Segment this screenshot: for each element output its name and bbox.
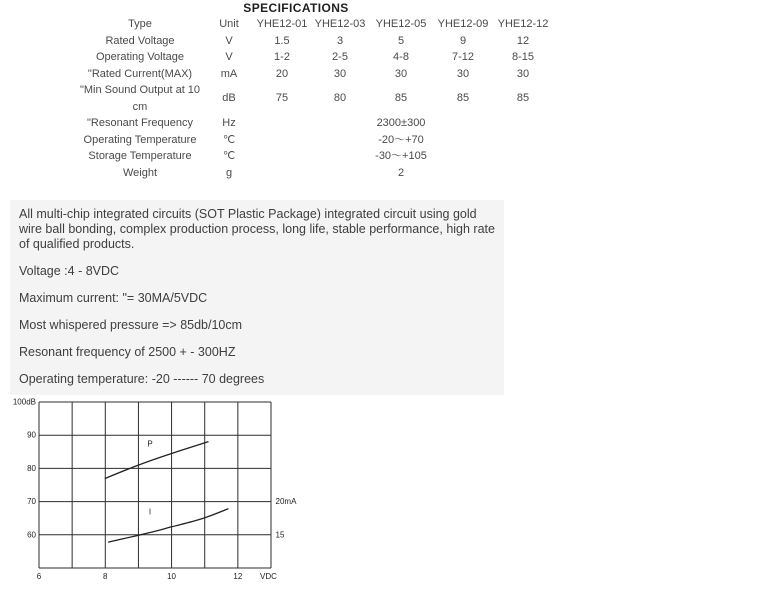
spec-col-header: YHE12-01 — [256, 18, 308, 30]
spec-col-header: YHE12-05 — [375, 18, 427, 30]
description-block — [10, 200, 504, 395]
spec-cell-value: 9 — [459, 34, 467, 47]
description-paragraph: Most whispered pressure => 85db/10cm — [19, 318, 243, 332]
spec-cell-value: 30 — [394, 67, 408, 80]
spec-cell-value: 3 — [336, 34, 344, 47]
series-I-label: I — [148, 507, 152, 517]
spec-cell-value: 7-12 — [451, 51, 475, 63]
x-axis-unit-label: VDC — [260, 572, 277, 581]
spec-cell-unit: Hz — [222, 117, 236, 129]
spec-col-header: Type — [128, 18, 152, 30]
spec-cell-value — [310, 165, 370, 182]
spec-table-row — [76, 148, 552, 165]
spec-cell-value — [310, 148, 370, 165]
spec-cell-type: "Min Sound Output at 10 cm — [79, 84, 201, 113]
spec-cell-unit: V — [225, 34, 233, 47]
description-paragraph: Maximum current: "= 30MA/5VDC — [19, 291, 208, 305]
spec-cell-type: Operating Voltage — [95, 51, 185, 63]
spec-cell-type: "Resonant Frequency — [86, 117, 194, 129]
spec-cell-value: 85 — [394, 92, 408, 105]
series-P-label: P — [147, 439, 153, 449]
right-axis-tick-label: 20mA — [275, 497, 297, 507]
spec-cell-value: 20 — [275, 67, 289, 80]
spec-table-row — [76, 165, 552, 182]
spec-cell-type: Rated Voltage — [105, 34, 175, 47]
spec-cell-value — [432, 132, 494, 149]
spec-cell-value — [310, 115, 370, 132]
description-paragraph: Voltage :4 - 8VDC — [19, 264, 120, 278]
description-paragraph: Resonant frequency of 2500 + - 300HZ — [19, 345, 236, 359]
spec-cell-unit: g — [225, 166, 233, 179]
spec-cell-value: 2-5 — [332, 51, 348, 63]
left-axis-tick-label: 100dB — [12, 397, 36, 407]
spec-cell-value: 80 — [333, 92, 347, 105]
spec-cell-value: 8-15 — [511, 51, 535, 63]
spec-cell-value: 85 — [456, 92, 470, 105]
spec-cell-type: Operating Temperature — [83, 133, 197, 146]
spec-cell-value — [494, 132, 552, 149]
spec-cell-value: 2 — [397, 166, 405, 179]
spec-cell-value — [494, 165, 552, 182]
spec-table-title: SPECIFICATIONS — [243, 1, 349, 15]
spec-cell-value — [494, 148, 552, 165]
spec-table-row — [76, 66, 552, 83]
series-I-curve — [109, 509, 228, 542]
right-axis-tick-label: 15 — [275, 530, 285, 540]
spec-col-header: YHE12-03 — [314, 18, 366, 30]
spec-cell-value: -30～+105 — [375, 150, 427, 162]
spec-cell-value — [494, 115, 552, 132]
spec-cell-value — [254, 165, 310, 182]
spec-table-row — [76, 115, 552, 132]
spec-cell-type: Weight — [122, 166, 158, 179]
spec-cell-value — [432, 148, 494, 165]
spec-table-row — [76, 132, 552, 149]
left-axis-tick-label: 70 — [27, 497, 36, 507]
spec-col-header: YHE12-12 — [497, 18, 549, 30]
description-paragraph: Operating temperature: -20 ------ 70 degrees — [19, 372, 265, 386]
spec-cell-unit: dB — [222, 92, 236, 105]
spec-cell-value: -20～+70 — [378, 133, 424, 146]
spec-col-header: Unit — [219, 18, 239, 30]
spec-cell-type: Storage Temperature — [88, 150, 192, 162]
spec-cell-value: 1-2 — [274, 51, 290, 63]
spec-cell-value — [432, 115, 494, 132]
spec-cell-value — [432, 165, 494, 182]
left-axis-tick-label: 90 — [27, 430, 36, 440]
x-axis-tick-label: 8 — [103, 572, 108, 581]
performance-chart — [10, 393, 310, 598]
series-P-curve — [105, 439, 208, 479]
spec-cell-unit: ℃ — [222, 150, 236, 162]
spec-table-row — [76, 49, 552, 66]
spec-cell-value: 1.5 — [274, 34, 290, 47]
spec-cell-value — [254, 115, 310, 132]
description-paragraph: All multi-chip integrated circuits (SOT Plastic Package) integrated circuit using gold wire ball bonding, complex production process, long life, stable performance, high rate of qualified products. — [19, 207, 495, 251]
spec-cell-value — [254, 148, 310, 165]
spec-cell-value: 85 — [516, 92, 530, 105]
spec-cell-value: 30 — [516, 67, 530, 80]
spec-cell-value — [254, 132, 310, 149]
spec-cell-unit: ℃ — [222, 133, 236, 146]
left-axis-tick-label: 60 — [27, 530, 36, 540]
left-axis-tick-label: 80 — [27, 463, 36, 473]
spec-cell-value: 12 — [516, 34, 530, 47]
x-axis-tick-label: 12 — [233, 572, 243, 581]
spec-cell-value: 30 — [333, 67, 347, 80]
spec-cell-type: "Rated Current(MAX) — [87, 67, 193, 80]
x-axis-tick-label: 10 — [167, 572, 177, 581]
spec-cell-unit: mA — [220, 67, 238, 80]
spec-cell-value: 5 — [397, 34, 405, 47]
spec-table-header-row — [76, 16, 552, 33]
spec-cell-value: 2300±300 — [376, 117, 426, 129]
spec-cell-value: 75 — [275, 92, 289, 105]
spec-cell-value: 30 — [456, 67, 470, 80]
spec-table-row — [76, 82, 552, 115]
spec-table — [76, 16, 552, 181]
spec-cell-unit: V — [225, 51, 233, 63]
spec-table-row — [76, 33, 552, 50]
x-axis-tick-label: 6 — [36, 572, 42, 581]
spec-table-body — [76, 33, 552, 182]
spec-cell-value — [310, 132, 370, 149]
spec-col-header: YHE12-09 — [437, 18, 489, 30]
spec-cell-value: 4-8 — [393, 51, 409, 63]
